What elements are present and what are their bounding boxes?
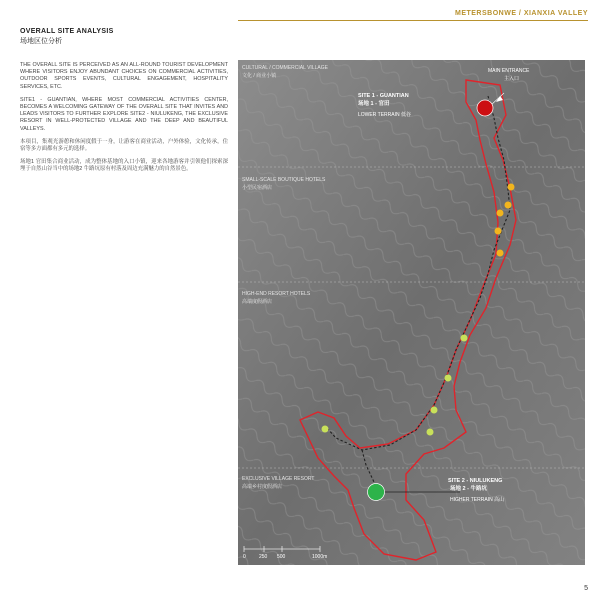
- poi-marker: [427, 429, 434, 436]
- description-text: [20, 62, 228, 180]
- section-title-en: OVERALL SITE ANALYSIS: [20, 28, 114, 35]
- zone-label-boutique-cn: 小型民宿酒店: [242, 185, 273, 191]
- site1-label-en: SITE 1 - GUANTIAN: [358, 93, 409, 99]
- site2-label-cn: 场地 2 - 牛路坑: [450, 486, 487, 492]
- zone-label-boutique-en: SMALL-SCALE BOUTIQUE HOTELS: [242, 177, 326, 183]
- poi-marker: [322, 426, 329, 433]
- site1-terrain: LOWER TERRAIN 低谷: [358, 112, 411, 118]
- poi-marker: [445, 375, 452, 382]
- zone-label-village-cn: 高端乡村度假酒店: [242, 484, 283, 490]
- paragraph-4: 场地1 官田集合商业活动，成为整体基地的入口小镇，迎来各地游客并引领他们探索深埋于自然山谷当中的场地2 牛路坑原有村落及周边充满魅力的自然景色。: [20, 159, 228, 173]
- zone-label-cultural-cn: 文化 / 商业小镇: [242, 73, 277, 79]
- section-title-block: [20, 28, 114, 46]
- poi-marker: [497, 210, 504, 217]
- paragraph-1: THE OVERALL SITE IS PERCEIVED AS AN ALL-ROUND TOURIST DEVELOPMENT WHERE VISITORS ENJOY ABUNDANT CHOICES ON COMMERCIAL ACTIVITIES, OUTDOOR SPORTS EVENTS, CULTURAL ENGAGEMENT, HOSPITALITY SERVICES, ETC.: [20, 62, 228, 90]
- poi-marker: [431, 407, 438, 414]
- brand-header: METERSBONWE / XIANXIA VALLEY: [454, 10, 588, 17]
- entrance-label-en: MAIN ENTRANCE: [488, 68, 530, 74]
- zone-label-highend-en: HIGH-END RESORT HOTELS: [242, 291, 311, 297]
- entrance-label-cn: 主入口: [504, 76, 520, 82]
- poi-marker: [461, 335, 468, 342]
- terrain-ridges: [238, 60, 585, 565]
- paragraph-3: 本项目，集观光游憩和休闲度假于一身，让游客在商业活动，户外体验，文化传承，住宿等多方面都有多元的选择。: [20, 138, 228, 153]
- scale-tick-0: 0: [243, 554, 246, 560]
- poi-marker: [505, 202, 512, 209]
- site2-label-en: SITE 2 - NIULUKENG: [448, 478, 503, 484]
- poi-marker: [508, 184, 515, 191]
- scale-tick-500: 500: [277, 554, 286, 560]
- site2-marker: [368, 484, 385, 501]
- poi-marker: [495, 228, 502, 235]
- scale-tick-1000: 1000m: [312, 554, 328, 560]
- header-divider: [238, 20, 588, 21]
- section-title-cn: 场地区位分析: [20, 38, 62, 45]
- site1-label-cn: 场地 1 - 官田: [358, 101, 390, 107]
- zone-label-cultural-en: CULTURAL / COMMERCIAL VILLAGE: [242, 65, 328, 71]
- poi-marker: [497, 250, 504, 257]
- site-map: [238, 60, 585, 565]
- map-svg: [238, 60, 585, 565]
- site1-marker: [477, 100, 493, 116]
- paragraph-2: SITE1 - GUANTIAN, WHERE MOST COMMERCIAL ACTIVITIES CENTER, BECOMES A WELCOMING GATEWAY OF THE OVERALL SITE THAT INVITES AND LEADS VISITORS TO FURTHER EXPLORE SITE2 - NIULUKENG, THE EXCLUSIVE RESORT IN WELL-PROTECTED VILLAGE AND THE DEEP AND BEAUTIFUL VALLEYS.: [20, 96, 228, 132]
- site2-terrain: HIGHER TERRAIN 高山: [450, 497, 505, 503]
- page-number: 5: [584, 585, 588, 592]
- scale-tick-250: 250: [259, 554, 268, 560]
- zone-label-highend-cn: 高端度假酒店: [242, 299, 273, 305]
- zone-label-village-en: EXCLUSIVE VILLAGE RESORT: [242, 476, 315, 482]
